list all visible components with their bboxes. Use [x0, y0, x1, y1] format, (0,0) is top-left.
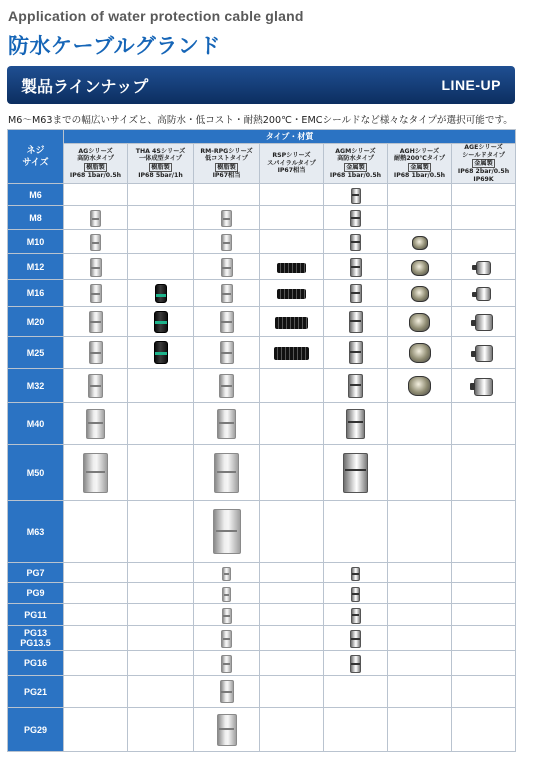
product-cell — [452, 254, 516, 280]
lowcost-gland-icon — [219, 374, 234, 398]
product-cell — [128, 501, 194, 563]
lowcost-gland-icon — [222, 567, 231, 581]
size-label: M32 — [8, 369, 64, 403]
table-row — [8, 651, 516, 676]
product-cell — [324, 676, 388, 708]
product-cell — [452, 184, 516, 206]
table-row — [8, 445, 516, 501]
plastic-gland-icon — [90, 258, 102, 277]
page-title: 防水ケーブルグランド — [8, 34, 221, 58]
product-cell — [324, 280, 388, 307]
product-cell — [388, 676, 452, 708]
size-label: PG16 — [8, 651, 64, 676]
product-cell — [388, 583, 452, 604]
product-cell — [260, 501, 324, 563]
product-cell — [64, 206, 128, 230]
spiral-gland-icon — [275, 317, 308, 329]
product-cell — [128, 604, 194, 626]
size-label: M25 — [8, 337, 64, 369]
product-cell — [194, 626, 260, 651]
product-cell — [324, 651, 388, 676]
product-cell — [64, 337, 128, 369]
series-header-4 — [260, 144, 324, 184]
series-line: AGシリーズ — [78, 147, 113, 155]
product-cell — [388, 369, 452, 403]
product-cell — [194, 403, 260, 445]
size-label: M10 — [8, 230, 64, 254]
series-line: AGEシリーズ — [464, 144, 503, 151]
metal-gland-icon — [350, 284, 362, 303]
product-cell — [128, 280, 194, 307]
spiral-gland-icon — [277, 289, 306, 299]
product-cell — [260, 254, 324, 280]
series-line: 一体成型タイプ — [138, 155, 182, 163]
metal-gland-icon — [351, 608, 361, 624]
product-cell — [128, 651, 194, 676]
table-row — [8, 254, 516, 280]
product-cell — [324, 604, 388, 626]
product-cell — [64, 708, 128, 752]
product-cell — [260, 651, 324, 676]
metal-gland-icon — [346, 409, 365, 439]
product-cell — [128, 254, 194, 280]
size-label: M20 — [8, 307, 64, 337]
table-row — [8, 337, 516, 369]
lowcost-gland-icon — [220, 311, 234, 333]
plastic-gland-icon — [86, 409, 105, 439]
product-cell — [64, 254, 128, 280]
series-line: RSPシリーズ — [272, 152, 311, 160]
product-cell — [324, 583, 388, 604]
product-cell — [128, 206, 194, 230]
product-cell — [64, 651, 128, 676]
product-cell — [194, 708, 260, 752]
product-cell — [194, 254, 260, 280]
product-cell — [260, 445, 324, 501]
heat-resistant-gland-icon — [409, 313, 430, 332]
product-cell — [324, 708, 388, 752]
size-label: M63 — [8, 501, 64, 563]
product-cell — [452, 280, 516, 307]
series-material: 樹脂製 — [86, 163, 105, 171]
series-material: 金属製 — [410, 163, 429, 171]
heat-resistant-gland-icon — [409, 343, 431, 363]
series-rating: IP67相当 — [212, 171, 241, 179]
series-material: 樹脂製 — [151, 163, 170, 171]
product-cell — [64, 230, 128, 254]
product-cell — [194, 230, 260, 254]
product-cell — [260, 583, 324, 604]
product-cell — [260, 563, 324, 583]
series-line: 耐熱200℃タイプ — [393, 155, 446, 163]
series-header-2 — [128, 144, 194, 184]
size-header-line2: サイズ — [22, 157, 49, 168]
product-cell — [64, 563, 128, 583]
series-material: 樹脂製 — [217, 163, 236, 171]
lowcost-gland-icon — [222, 608, 232, 624]
table-row — [8, 307, 516, 337]
product-cell — [194, 676, 260, 708]
product-cell — [388, 626, 452, 651]
product-cell — [128, 403, 194, 445]
metal-gland-icon — [350, 258, 362, 277]
product-cell — [194, 501, 260, 563]
product-cell — [452, 563, 516, 583]
table-row — [8, 501, 516, 563]
product-cell — [324, 254, 388, 280]
product-cell — [64, 626, 128, 651]
table-row — [8, 230, 516, 254]
product-cell — [194, 184, 260, 206]
shield-gland-icon — [475, 345, 493, 362]
metal-gland-icon — [350, 630, 361, 648]
table-row — [8, 206, 516, 230]
product-cell — [452, 708, 516, 752]
product-cell — [128, 583, 194, 604]
size-label: M8 — [8, 206, 64, 230]
product-cell — [324, 501, 388, 563]
heat-resistant-gland-icon — [408, 376, 431, 396]
product-cell — [260, 184, 324, 206]
product-cell — [452, 369, 516, 403]
table-row — [8, 676, 516, 708]
series-rating: IP68 1bar/0.5h — [69, 171, 122, 179]
product-cell — [324, 184, 388, 206]
product-cell — [324, 563, 388, 583]
product-cell — [452, 626, 516, 651]
plastic-gland-icon — [90, 284, 102, 303]
lineup-banner — [7, 66, 515, 104]
product-cell — [452, 403, 516, 445]
product-cell — [260, 206, 324, 230]
size-label: M40 — [8, 403, 64, 445]
lowcost-gland-icon — [220, 680, 234, 703]
product-cell — [388, 280, 452, 307]
table-row — [8, 563, 516, 583]
metal-gland-icon — [350, 234, 361, 251]
table-row — [8, 184, 516, 206]
series-rating: IP67相当 — [277, 167, 306, 175]
integrated-gland-icon — [155, 284, 167, 303]
product-cell — [128, 337, 194, 369]
product-cell — [388, 604, 452, 626]
size-label: M16 — [8, 280, 64, 307]
integrated-gland-icon — [154, 341, 168, 364]
shield-gland-icon — [475, 314, 493, 331]
shield-gland-icon — [476, 287, 491, 301]
series-rating: IP68 1bar/0.5h — [329, 171, 382, 179]
product-cell — [260, 369, 324, 403]
product-cell — [128, 369, 194, 403]
product-cell — [388, 403, 452, 445]
size-label: PG9 — [8, 583, 64, 604]
product-cell — [324, 230, 388, 254]
table-row — [8, 403, 516, 445]
table-row — [8, 626, 516, 651]
product-cell — [260, 337, 324, 369]
product-cell — [324, 369, 388, 403]
product-cell — [64, 604, 128, 626]
metal-gland-icon — [343, 453, 368, 493]
product-cell — [194, 583, 260, 604]
product-cell — [452, 501, 516, 563]
table-row — [8, 708, 516, 752]
lowcost-gland-icon — [221, 630, 232, 648]
product-cell — [64, 184, 128, 206]
size-label: M6 — [8, 184, 64, 206]
product-cell — [128, 445, 194, 501]
product-cell — [388, 501, 452, 563]
product-cell — [194, 280, 260, 307]
product-cell — [388, 307, 452, 337]
product-cell — [194, 651, 260, 676]
product-cell — [128, 184, 194, 206]
product-cell — [452, 337, 516, 369]
lowcost-gland-icon — [217, 409, 236, 439]
table-row — [8, 583, 516, 604]
product-cell — [388, 184, 452, 206]
product-cell — [128, 307, 194, 337]
series-line: スパイラルタイプ — [267, 159, 316, 167]
product-cell — [324, 307, 388, 337]
lowcost-gland-icon — [220, 341, 234, 364]
product-cell — [452, 604, 516, 626]
series-rating: IP68 1bar/0.5h — [393, 171, 446, 179]
product-cell — [194, 445, 260, 501]
product-cell — [194, 206, 260, 230]
plastic-gland-icon — [89, 341, 103, 364]
product-cell — [452, 307, 516, 337]
product-cell — [194, 369, 260, 403]
product-cell — [64, 403, 128, 445]
integrated-gland-icon — [154, 311, 168, 333]
shield-gland-icon — [476, 261, 491, 275]
series-header-3 — [194, 144, 260, 184]
product-cell — [260, 230, 324, 254]
metal-gland-icon — [351, 567, 360, 581]
series-material: 金属製 — [346, 163, 365, 171]
product-cell — [388, 445, 452, 501]
heat-resistant-gland-icon — [411, 286, 429, 302]
series-line: THA 4Sシリーズ — [135, 147, 186, 155]
product-cell — [452, 651, 516, 676]
lowcost-gland-icon — [221, 258, 233, 277]
series-line: AGMシリーズ — [335, 147, 376, 155]
product-cell — [64, 280, 128, 307]
table-row — [8, 280, 516, 307]
lineup-title-en: LINE-UP — [441, 77, 501, 93]
series-line: シールドタイプ — [462, 151, 505, 159]
product-cell — [260, 626, 324, 651]
series-rating: IP68 5bar/1h — [138, 171, 183, 179]
lowcost-gland-icon — [221, 655, 232, 673]
lowcost-gland-icon — [221, 210, 232, 227]
metal-gland-icon — [351, 587, 360, 602]
product-cell — [128, 626, 194, 651]
product-cell — [194, 604, 260, 626]
size-label: PG11 — [8, 604, 64, 626]
product-cell — [388, 230, 452, 254]
lineup-title-jp: 製品ラインナップ — [21, 76, 149, 96]
size-label: M12 — [8, 254, 64, 280]
product-cell — [128, 676, 194, 708]
size-header — [8, 130, 64, 184]
series-rating: IP69K — [473, 175, 494, 183]
product-cell — [324, 445, 388, 501]
heat-resistant-gland-icon — [411, 260, 429, 276]
size-header-line1: ネジ — [26, 145, 45, 156]
size-label: M50 — [8, 445, 64, 501]
metal-gland-icon — [349, 341, 363, 364]
lowcost-gland-icon — [217, 714, 237, 746]
lowcost-gland-icon — [221, 284, 233, 303]
lowcost-gland-icon — [213, 509, 241, 554]
product-cell — [64, 501, 128, 563]
product-cell — [64, 369, 128, 403]
product-cell — [64, 583, 128, 604]
plastic-gland-icon — [90, 234, 101, 251]
product-cell — [324, 206, 388, 230]
product-cell — [260, 403, 324, 445]
series-header-row — [8, 144, 516, 184]
product-cell — [128, 708, 194, 752]
product-cell — [128, 563, 194, 583]
metal-gland-icon — [350, 210, 361, 227]
table-row — [8, 604, 516, 626]
product-cell — [64, 445, 128, 501]
series-line: 低コストタイプ — [204, 155, 248, 163]
product-cell — [260, 708, 324, 752]
product-cell — [388, 708, 452, 752]
metal-gland-icon — [349, 311, 363, 333]
series-header-6 — [388, 144, 452, 184]
series-header-7 — [452, 144, 516, 184]
series-material: 金属製 — [474, 160, 493, 168]
lineup-table — [7, 129, 516, 752]
series-rating: IP68 2bar/0.5h — [457, 168, 510, 176]
size-label: PG29 — [8, 708, 64, 752]
plastic-gland-icon — [90, 210, 101, 227]
product-cell — [452, 230, 516, 254]
table-row — [8, 369, 516, 403]
series-line: AGHシリーズ — [399, 147, 440, 155]
size-label: PG7 — [8, 563, 64, 583]
product-cell — [260, 604, 324, 626]
metal-gland-icon — [350, 655, 361, 673]
product-cell — [64, 676, 128, 708]
metal-gland-icon — [351, 188, 361, 204]
product-cell — [388, 254, 452, 280]
lowcost-gland-icon — [214, 453, 239, 493]
product-cell — [260, 307, 324, 337]
series-line: RM-RPGシリーズ — [200, 147, 253, 155]
product-cell — [452, 206, 516, 230]
lowcost-gland-icon — [222, 587, 231, 602]
spiral-gland-icon — [277, 263, 306, 273]
product-cell — [388, 563, 452, 583]
product-cell — [324, 403, 388, 445]
product-cell — [194, 337, 260, 369]
product-cell — [64, 307, 128, 337]
lowcost-gland-icon — [221, 234, 232, 251]
product-cell — [260, 676, 324, 708]
series-line: 高防水タイプ — [77, 155, 114, 163]
heat-resistant-gland-icon — [412, 236, 428, 250]
metal-gland-icon — [348, 374, 363, 398]
plastic-gland-icon — [83, 453, 108, 493]
product-cell — [260, 280, 324, 307]
type-header: タイプ・材質 — [64, 130, 516, 144]
series-line: 高防水タイプ — [337, 155, 374, 163]
product-cell — [194, 307, 260, 337]
subtitle-en: Application of water protection cable gland — [8, 8, 304, 24]
product-cell — [388, 651, 452, 676]
product-cell — [388, 206, 452, 230]
lineup-description: M6～M63までの幅広いサイズと、高防水・低コスト・耐熱200℃・EMCシールドなど様々なタイプが選択可能です。 — [8, 115, 513, 126]
product-cell — [452, 676, 516, 708]
product-cell — [324, 337, 388, 369]
series-header-1 — [64, 144, 128, 184]
size-label: PG21 — [8, 676, 64, 708]
product-cell — [452, 583, 516, 604]
shield-gland-icon — [474, 378, 493, 396]
product-cell — [194, 563, 260, 583]
plastic-gland-icon — [88, 374, 103, 398]
series-header-5 — [324, 144, 388, 184]
plastic-gland-icon — [89, 311, 103, 333]
size-table-body — [8, 184, 516, 752]
product-cell — [388, 337, 452, 369]
product-cell — [128, 230, 194, 254]
spiral-gland-icon — [274, 347, 309, 360]
product-cell — [452, 445, 516, 501]
size-label: PG13 PG13.5 — [8, 626, 64, 651]
product-cell — [324, 626, 388, 651]
